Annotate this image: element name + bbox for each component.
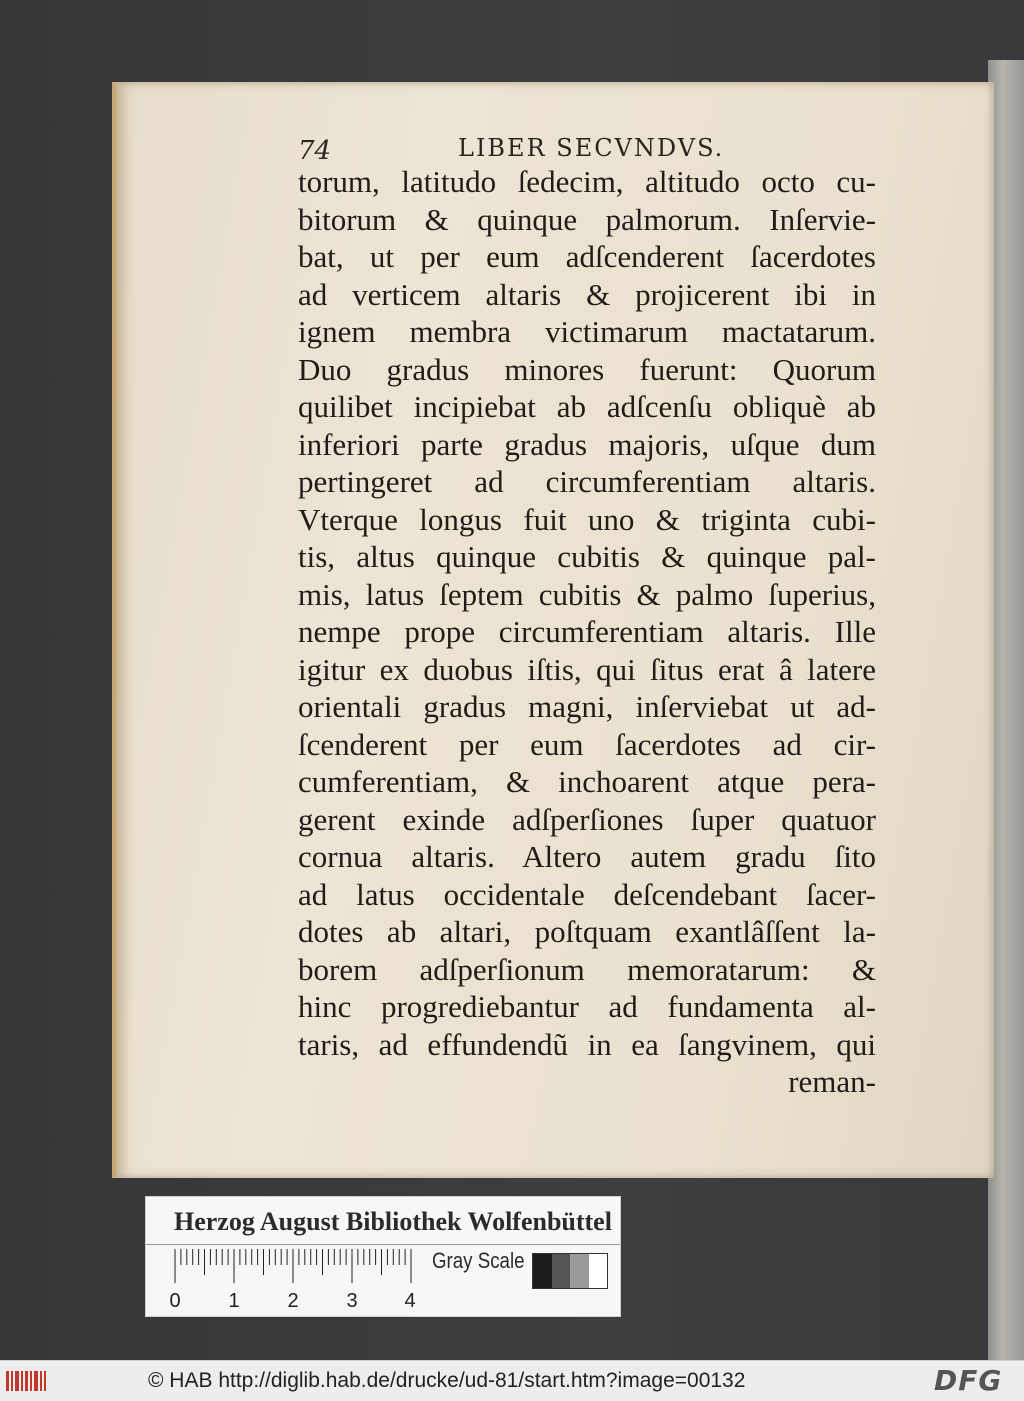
text-line: hinc progrediebantur ad fundamenta al-: [298, 989, 876, 1024]
text-line: nempe prope circumferentiam altaris. Ille: [298, 614, 876, 649]
text-line: dotes ab altari, poſtquam exantlâſſent la-: [298, 914, 876, 949]
body-text: [298, 163, 876, 1101]
gray-scale-patches: [532, 1253, 608, 1289]
ruler-number: 1: [228, 1290, 240, 1312]
ruler-scale: [169, 1249, 416, 1312]
gray-patch: [552, 1254, 571, 1288]
text-line: inferiori parte gradus majoris, uſque dum: [298, 426, 876, 462]
text-line: cornua altaris. Altero autem gradu ſito: [298, 839, 876, 874]
text-line: ſcenderent per eum ſacerdotes ad cir-: [298, 726, 876, 762]
text-line: tis, altus quinque cubitis & quinque pal-: [298, 539, 876, 574]
gray-patch: [570, 1254, 589, 1288]
text-line: igitur ex duobus iſtis, qui ſitus erat â latere: [298, 651, 876, 687]
dfg-logo: DFG: [934, 1364, 1003, 1397]
gray-patch: [589, 1254, 608, 1288]
text-line: bitorum & quinque palmorum. Inſervie-: [298, 201, 876, 237]
text-line: taris, ad effundendũ in ea ſangvinem, qui: [298, 1026, 876, 1062]
ruler-number: 2: [287, 1290, 299, 1312]
text-line: orientali gradus magni, inſerviebat ut ad-: [298, 689, 876, 724]
text-line: quilibet incipiebat ab adſcenſu obliquè ab: [298, 389, 876, 424]
folio-number: 74: [298, 136, 332, 166]
page-header: [298, 130, 858, 166]
library-name: Herzog August Bibliothek Wolfenbüttel: [174, 1207, 612, 1236]
text-line: ad verticem altaris & projicerent ibi in: [298, 276, 876, 312]
ruler-number: 4: [404, 1290, 416, 1312]
copyright-link[interactable]: © HAB http://diglib.hab.de/drucke/ud-81/start.htm?image=00132: [148, 1369, 746, 1392]
text-line: torum, latitudo ſedecim, altitudo octo cu-: [298, 164, 876, 199]
text-line: Vterque longus fuit uno & triginta cubi-: [298, 501, 876, 537]
ruler-number: 3: [346, 1290, 358, 1312]
card-divider: [146, 1244, 620, 1245]
text-line: Duo gradus minores fuerunt: Quorum: [298, 351, 876, 387]
running-title: LIBER SECVNDVS.: [458, 134, 725, 162]
text-line: gerent exinde adſperſiones ſuper quatuor: [298, 801, 876, 837]
barcode-icon: [6, 1369, 46, 1393]
footer-bar: [0, 1360, 1024, 1401]
gray-patch: [533, 1254, 552, 1288]
text-line: pertingeret ad circumferentiam altaris.: [298, 464, 876, 499]
text-line: ignem membra victimarum mactatarum.: [298, 314, 876, 349]
gray-scale-label: Gray Scale: [432, 1248, 525, 1273]
ruler-number: 0: [169, 1290, 181, 1312]
text-line: mis, latus ſeptem cubitis & palmo ſuperius,: [298, 576, 876, 612]
library-color-card: [145, 1196, 621, 1317]
text-line: bat, ut per eum adſcenderent ſacerdotes: [298, 239, 876, 274]
catchword: reman-: [788, 1064, 876, 1099]
text-line: borem adſperſionum memoratarum: &: [298, 951, 876, 987]
text-line: cumferentiam, & inchoarent atque pera-: [298, 764, 876, 799]
text-line: ad latus occidentale deſcendebant ſacer-: [298, 876, 876, 912]
